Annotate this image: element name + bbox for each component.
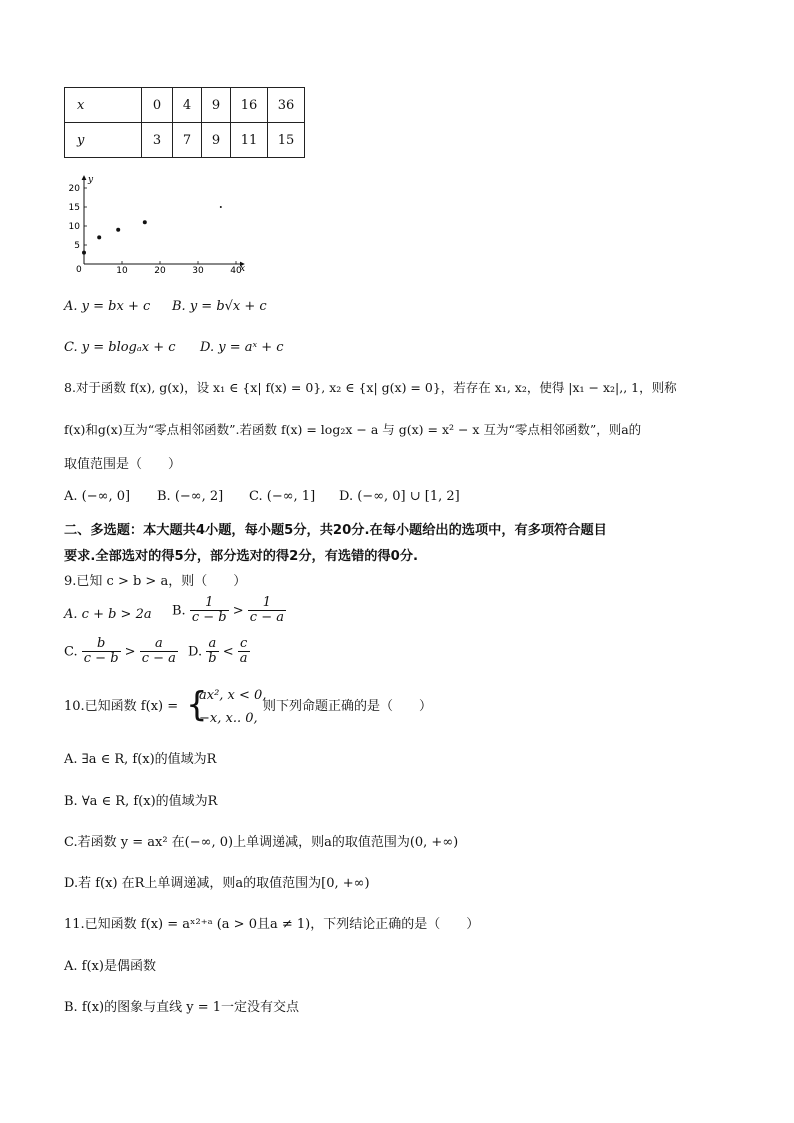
numerator: 1 (190, 596, 229, 611)
data-point (82, 251, 86, 255)
y-tick-label: 15 (68, 203, 80, 213)
x-tick-label: 10 (116, 266, 128, 276)
section2-heading-line1: 二、多选题：本大题共4小题，每小题5分，共20分.在每小题给出的选项中，有多项符合题目 (64, 523, 607, 538)
q8-option-b: B. (−∞, 2] (157, 489, 224, 504)
table-cell: 7 (173, 123, 202, 158)
q8-option-d: D. (−∞, 0] ∪ [1, 2] (339, 489, 460, 504)
q11-stem: 11.已知函数 f(x) = aˣ²⁺ᵃ (a > 0且a ≠ 1)，下列结论正确的是（ ） (64, 917, 480, 932)
numerator: a (206, 637, 218, 652)
q9-stem: 9.已知 c > b > a，则（ ） (64, 574, 247, 589)
q8-option-c: C. (−∞, 1] (249, 489, 316, 504)
fraction (82, 637, 121, 667)
scatter-plot (60, 170, 260, 278)
q10-option-b: B. ∀a ∈ R, f(x)的值域为R (64, 794, 218, 809)
table-cell: 9 (202, 123, 231, 158)
table-cell: 9 (202, 88, 231, 123)
q10-option-d: D.若 f(x) 在R上单调递减，则a的取值范围为[0, +∞) (64, 876, 370, 891)
q7-option-c: C. y = blogₐx + c (64, 340, 176, 355)
denominator: a (239, 651, 248, 667)
table-cell: 3 (142, 123, 173, 158)
y-tick-label: 5 (74, 241, 80, 251)
data-point (143, 220, 147, 224)
x-tick-label: 40 (230, 266, 242, 276)
relation: > (124, 644, 136, 660)
q8-stem-line2: f(x)和g(x)互为“零点相邻函数”.若函数 f(x) = log₂x − a 与 g(x) = x² − x 互为“零点相邻函数”，则a的 (64, 422, 642, 437)
left-brace: { (186, 685, 208, 725)
table-row-y (65, 123, 305, 158)
q9-option-c (64, 637, 178, 667)
fraction (248, 596, 286, 626)
table-cell: 16 (231, 88, 268, 123)
numerator: b (82, 637, 121, 652)
section2-heading-line2: 要求.全部选对的得5分，部分选对的得2分，有选错的得0分. (64, 549, 419, 564)
q8-option-a: A. (−∞, 0] (64, 489, 131, 504)
y-tick-label: 20 (68, 184, 80, 194)
xy-table (64, 87, 305, 158)
fraction (140, 637, 178, 667)
data-point (97, 235, 101, 239)
q9-option-d-label: D. (188, 644, 203, 660)
q10-stem-suffix: 则下列命题正确的是（ ） (263, 699, 433, 714)
table-cell: 11 (231, 123, 268, 158)
q7-option-d: D. y = aˣ + c (200, 340, 284, 355)
y-axis-label: y (88, 175, 94, 185)
origin-label: 0 (76, 265, 82, 275)
x-axis-label: x (240, 264, 246, 274)
x-tick-label: 20 (154, 266, 166, 276)
table-row-x (65, 88, 305, 123)
q9-option-b (172, 596, 286, 626)
denominator: b (208, 651, 217, 667)
data-point (116, 228, 120, 232)
x-tick-label: 30 (192, 266, 204, 276)
table-header-x: x (65, 88, 142, 123)
fraction (206, 637, 218, 667)
q10-option-c: C.若函数 y = ax² 在(−∞, 0)上单调递减，则a的取值范围为(0, +∞) (64, 835, 459, 850)
denominator: c − b (83, 651, 119, 667)
relation: > (232, 603, 244, 619)
q10-option-a: A. ∃a ∈ R, f(x)的值域为R (64, 752, 217, 767)
q9-option-b-label: B. (172, 603, 186, 619)
numerator: a (140, 637, 178, 652)
q10-case1: ax², x < 0, (199, 688, 267, 703)
numerator: 1 (248, 596, 286, 611)
numerator: c (238, 637, 250, 652)
denominator: c − a (141, 651, 176, 667)
denominator: c − b (191, 610, 227, 626)
table-cell: 0 (142, 88, 173, 123)
table-header-y: y (65, 123, 142, 158)
fraction (238, 637, 250, 667)
q9-option-d (188, 637, 250, 667)
denominator: c − a (249, 610, 284, 626)
q8-stem-line1: 8.对于函数 f(x), g(x)，设 x₁ ∈ {x| f(x) = 0}, x₂ ∈ {x| g(x) = 0}，若存在 x₁, x₂，使得 |x₁ − x₂|,, 1，则称 (64, 380, 677, 395)
q7-option-a: A. y = bx + c (64, 299, 151, 314)
q11-option-a: A. f(x)是偶函数 (64, 959, 156, 974)
relation: < (222, 644, 234, 660)
q7-option-b: B. y = b√x + c (172, 299, 267, 314)
q8-stem-line3: 取值范围是（ ） (64, 457, 182, 472)
q11-option-b: B. f(x)的图象与直线 y = 1一定没有交点 (64, 1000, 300, 1015)
fraction (190, 596, 229, 626)
data-point (220, 206, 222, 208)
q10-case2: −x, x.. 0, (199, 711, 258, 726)
q9-option-c-label: C. (64, 644, 78, 660)
table-cell: 36 (268, 88, 305, 123)
q10-stem-prefix: 10.已知函数 f(x) = (64, 699, 179, 714)
y-tick-label: 10 (68, 222, 80, 232)
table-cell: 4 (173, 88, 202, 123)
table-cell: 15 (268, 123, 305, 158)
q9-option-a: A. c + b > 2a (64, 607, 152, 622)
